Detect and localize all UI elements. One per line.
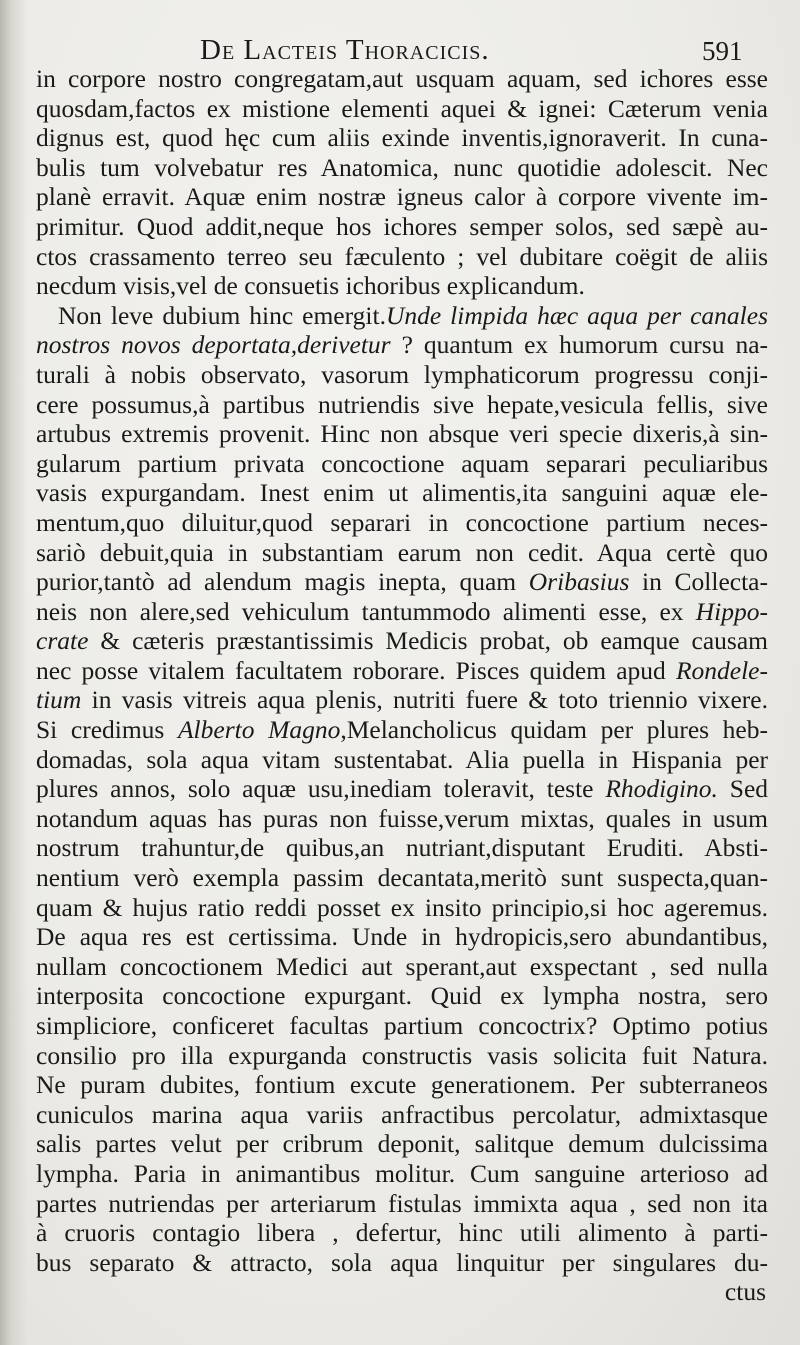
- text-segment: mentum,quo diluitur,quod separari in concoctione partium neces-: [36, 507, 768, 537]
- text-segment: necdum visis,vel de consuetis ichoribus explicandum.: [36, 271, 585, 301]
- text-segment: salis partes velut per cribrum deponit, salitque demum dulcissima: [36, 1129, 768, 1159]
- text-segment: in corpore nostro congregatam,aut usquam aquam, sed ichores esse: [36, 64, 768, 93]
- italic-text: nostros novos deportata,derivetur: [36, 330, 391, 360]
- text-line: [36, 301, 768, 331]
- text-line: [36, 981, 768, 1011]
- text-line: [36, 893, 768, 923]
- text-segment: dignus est, quod hęc cum aliis exinde inventis,ignoraverit. In cuna-: [36, 123, 768, 153]
- text-segment: gularum partium privata concoctione aquam separari peculiaribus: [36, 448, 768, 478]
- text-line: [36, 360, 768, 390]
- text-segment: ,Melancholicus quidam per plures heb-: [340, 715, 768, 745]
- text-line: [36, 390, 768, 420]
- text-line: [36, 182, 768, 212]
- italic-text: Rhodigino.: [605, 774, 718, 804]
- italic-text: Unde limpida hæc aqua per canales: [385, 300, 768, 330]
- catchword: ctus: [724, 1277, 766, 1307]
- text-segment: nostrum trahuntur,de quibus,an nutriant,disputant Eruditi. Absti-: [36, 833, 768, 863]
- text-line: [36, 1218, 768, 1248]
- page-number: 591: [702, 36, 743, 66]
- text-line: [36, 774, 768, 804]
- text-segment: & cæteris præstantissimis Medicis probat, ob eamque causam: [88, 626, 768, 656]
- text-segment: De aqua res est certissima. Unde in hydropicis,sero abundantibus,: [36, 922, 768, 952]
- text-line: [36, 1189, 768, 1219]
- italic-text: Alberto Magno: [177, 715, 341, 745]
- text-segment: primitur. Quod addit,neque hos ichores semper solos, sed sæpè au-: [36, 211, 768, 241]
- text-segment: nullam concoctionem Medici aut sperant,aut exspectant , sed nulla: [36, 951, 768, 981]
- text-segment: Sed: [717, 774, 769, 804]
- text-line: [36, 153, 768, 183]
- text-line: [36, 1011, 768, 1041]
- text-segment: ctos crassamento terreo seu fæculento ; vel dubitare coëgit de aliis: [36, 241, 768, 271]
- text-line: [36, 1248, 768, 1278]
- text-line: [36, 123, 768, 153]
- text-line: [36, 1159, 768, 1189]
- text-line: [36, 745, 768, 775]
- text-segment: Non leve dubium hinc emergit.: [58, 300, 386, 330]
- text-line: [36, 1041, 768, 1071]
- text-line: [36, 804, 768, 834]
- text-line: [36, 833, 768, 863]
- text-segment: Si credimus: [36, 715, 178, 745]
- text-segment: consilio pro illa expurganda constructis vasis solicita fuit Natura.: [36, 1040, 768, 1070]
- text-line: [36, 64, 768, 94]
- text-line: [36, 567, 768, 597]
- italic-text: tium: [36, 685, 82, 715]
- text-segment: sariò debuit,quia in substantiam earum non cedit. Aqua certè quo: [36, 537, 768, 567]
- running-title: De Lacteis Thoracicis.: [200, 34, 490, 66]
- text-line: [36, 863, 768, 893]
- text-segment: in Collecta-: [629, 567, 768, 597]
- text-line: [36, 419, 768, 449]
- text-segment: ? quantum ex humorum cursu na-: [390, 330, 768, 360]
- text-line: [36, 656, 768, 686]
- text-segment: purior,tantò ad alendum magis inepta, quam: [36, 567, 529, 597]
- text-line: [36, 508, 768, 538]
- italic-text: crate: [36, 626, 89, 656]
- italic-text: Rondele-: [675, 655, 768, 685]
- text-segment: à cruoris contagio libera , defertur, hinc utili alimento à parti-: [36, 1218, 768, 1248]
- italic-text: Hippo-: [695, 596, 768, 626]
- text-line: [36, 685, 768, 715]
- text-segment: domadas, sola aqua vitam sustentabat. Alia puella in Hispania per: [36, 744, 768, 774]
- text-segment: cere possumus,à partibus nutriendis sive hepate,vesicula fellis, sive: [36, 389, 768, 419]
- text-segment: bulis tum volvebatur res Anatomica, nunc quotidie adolescit. Nec: [36, 152, 768, 182]
- text-segment: notandum aquas has puras non fuisse,verum mixtas, quales in usum: [36, 803, 768, 833]
- text-line: [36, 597, 768, 627]
- text-line: [36, 952, 768, 982]
- text-segment: turali à nobis observato, vasorum lymphaticorum progressu conji-: [36, 359, 768, 389]
- italic-text: Oribasius: [528, 567, 630, 597]
- text-segment: nentium verò exempla passim decantata,meritò sunt suspecta,quan-: [36, 863, 768, 893]
- text-segment: partes nutriendas per arteriarum fistulas immixta aqua , sed non ita: [36, 1188, 768, 1218]
- text-segment: nec posse vitalem facultatem roborare. Pisces quidem apud: [36, 655, 676, 685]
- text-segment: Ne puram dubites, fontium excute generationem. Per subterraneos: [36, 1070, 768, 1100]
- page-gutter-shadow: [0, 0, 28, 1345]
- text-segment: lympha. Paria in animantibus molitur. Cum sanguine arterioso ad: [36, 1158, 768, 1188]
- text-line: [36, 1070, 768, 1100]
- text-line: [36, 449, 768, 479]
- text-line: [36, 271, 768, 301]
- text-line: [36, 1100, 768, 1130]
- text-segment: vasis expurgandam. Inest enim ut alimentis,ita sanguini aquæ ele-: [36, 478, 768, 508]
- text-line: [36, 538, 768, 568]
- text-line: [36, 626, 768, 656]
- text-line: [36, 330, 768, 360]
- text-segment: plures annos, solo aquæ usu,inediam toleravit, teste: [36, 774, 606, 804]
- text-line: [36, 922, 768, 952]
- text-segment: neis non alere,sed vehiculum tantummodo alimenti esse, ex: [36, 596, 696, 626]
- text-segment: quosdam,factos ex mistione elementi aquei & ignei: Cæterum venia: [36, 93, 768, 123]
- text-segment: interposita concoctione expurgant. Quid ex lympha nostra, sero: [36, 981, 768, 1011]
- text-line: [36, 212, 768, 242]
- text-line: [36, 94, 768, 124]
- text-segment: cuniculos marina aqua variis anfractibus percolatur, admixtasque: [36, 1099, 768, 1129]
- body-text: [36, 64, 768, 1307]
- text-segment: planè erravit. Aquæ enim nostræ igneus calor à corpore vivente im-: [36, 182, 768, 212]
- text-segment: in vasis vitreis aqua plenis, nutriti fuere & toto triennio vixere.: [81, 685, 768, 715]
- text-segment: bus separato & attracto, sola aqua linquitur per singulares du-: [36, 1247, 768, 1277]
- text-line: [36, 242, 768, 272]
- text-line: [36, 478, 768, 508]
- text-segment: artubus extremis provenit. Hinc non absque veri specie dixeris,à sin-: [36, 419, 768, 449]
- text-segment: quam & hujus ratio reddi posset ex insito principio,si hoc ageremus.: [36, 892, 768, 922]
- text-segment: simpliciore, conficeret facultas partium concoctrix? Optimo potius: [36, 1011, 768, 1040]
- text-line: [36, 1129, 768, 1159]
- text-line: [36, 715, 768, 745]
